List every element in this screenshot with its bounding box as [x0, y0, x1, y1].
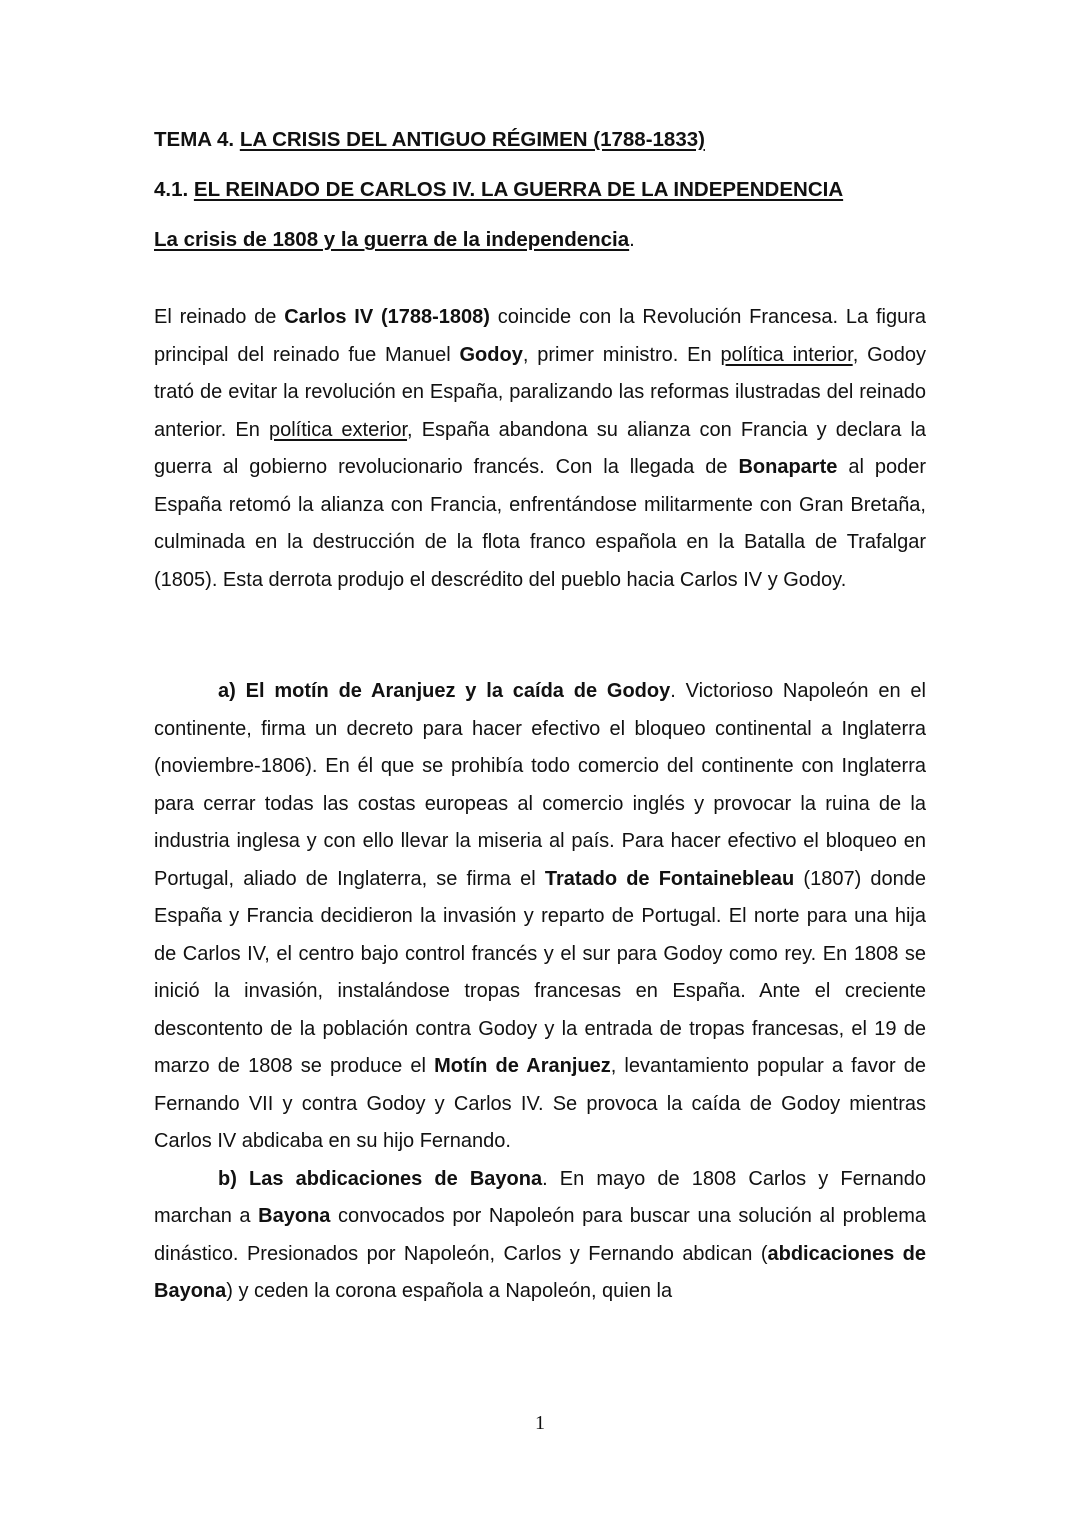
paragraph-abdicaciones-bayona	[154, 1161, 926, 1311]
paragraph-carlos-iv	[154, 299, 926, 599]
bold-term: Motín de Aranjuez	[434, 1055, 611, 1077]
subsections-block	[154, 673, 926, 1311]
bold-term: Godoy	[459, 343, 523, 366]
underlined-term: política exterior	[268, 418, 408, 441]
text-segment: , primer ministro. En	[522, 343, 721, 366]
bold-term: Tratado de Fontainebleau	[544, 867, 795, 890]
text-segment: , España abandona su alianza con Francia y declara la guerra al gobierno revolucionario francés. Con la llegada de	[154, 418, 927, 478]
section-heading	[154, 178, 843, 202]
tema-prefix: TEMA 4.	[154, 128, 240, 151]
paragraph-motin-aranjuez	[154, 673, 926, 1161]
bold-term: a) El motín de Aranjuez y la caída de Godoy	[218, 680, 671, 702]
text-segment: El reinado de	[154, 306, 285, 328]
text-segment: , levantamiento popular a favor de Fernando VII y contra Godoy y Carlos IV. Se provoca la caída de Godoy mientras Carlos IV abdicaba en su hijo Fernando.	[154, 1055, 927, 1152]
intro-block	[154, 299, 926, 599]
text-segment: ) y ceden la corona española a Napoleón, quien la	[226, 1280, 673, 1302]
bold-term: abdicaciones de Bayona	[154, 1242, 926, 1302]
text-segment: , Godoy trató de evitar la revolución en España, paralizando las reformas ilustradas del reinado anterior. En	[154, 343, 927, 441]
section-title: EL REINADO DE CARLOS IV. LA GUERRA DE LA INDEPENDENCIA	[193, 178, 844, 201]
text-segment: convocados por Napoleón para buscar una solución al problema dinástico. Presionados por Napoleón, Carlos y Fernando abdican (	[154, 1205, 926, 1265]
text-segment: . Victorioso Napoleón en el continente, firma un decreto para hacer efectivo el bloqueo continental a Inglaterra (noviembre-1806). En él que se prohibía todo comercio del continente con Inglaterra para cerrar todas las costas europeas al comercio inglés y provocar la ruina de la industria inglesa y con ello llevar la miseria al país. Para hacer efectivo el bloqueo en Portugal, aliado de Inglaterra, se firma el	[154, 680, 926, 890]
text-segment: al poder España retomó la alianza con Francia, enfrentándose militarmente con Gran Bretaña, culminada en la destrucción de la flota franco española en la Batalla de Trafalgar (1805). Esta derrota produjo el descrédito del pueblo hacia Carlos IV y Godoy.	[154, 456, 926, 591]
tema-title: LA CRISIS DEL ANTIGUO RÉGIMEN (1788-1833)	[239, 128, 705, 151]
tema-heading	[154, 128, 705, 152]
subsection-heading	[154, 228, 635, 252]
subsection-title: La crisis de 1808 y la guerra de la independencia	[154, 228, 630, 251]
underlined-term: política interior	[720, 343, 853, 366]
page-number: 1	[535, 1412, 545, 1434]
subsection-period: .	[629, 228, 635, 251]
text-segment: . En mayo de 1808 Carlos y Fernando marchan a	[154, 1167, 927, 1227]
bold-term: Bayona	[258, 1205, 331, 1227]
bold-term: b) Las abdicaciones de Bayona	[218, 1167, 543, 1190]
bold-term: Carlos IV (1788-1808)	[284, 306, 490, 328]
text-segment: (1807) donde España y Francia decidieron la invasión y reparto de Portugal. El norte para una hija de Carlos IV, el centro bajo control francés y el sur para Godoy como rey. En 1808 se inició la invasión, instalándose tropas francesas en España. Ante el creciente descontento de la población contra Godoy y la entrada de tropas francesas, el 19 de marzo de 1808 se produce el	[154, 867, 926, 1077]
text-segment: coincide con la Revolución Francesa. La figura principal del reinado fue Manuel	[154, 306, 927, 366]
bold-term: Bonaparte	[738, 456, 838, 478]
section-prefix: 4.1.	[154, 178, 194, 201]
